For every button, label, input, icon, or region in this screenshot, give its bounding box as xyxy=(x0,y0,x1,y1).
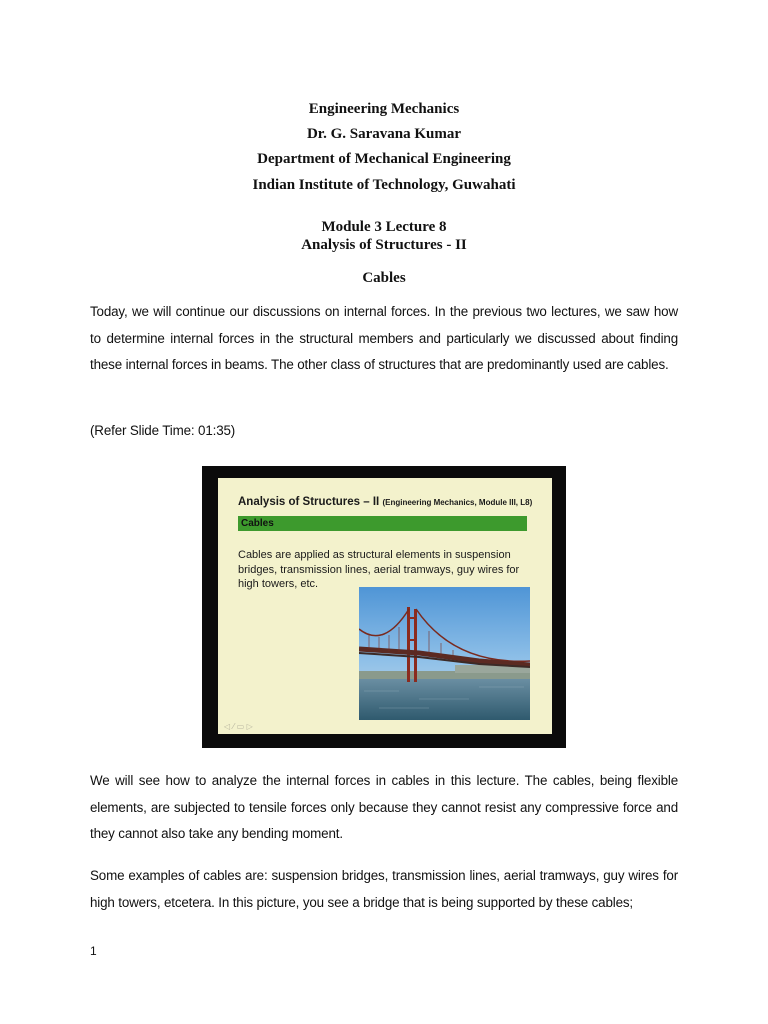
slide-section-bar: Cables xyxy=(238,516,527,531)
author-name: Dr. G. Saravana Kumar xyxy=(306,126,462,142)
slide-content xyxy=(218,478,552,734)
slide-screenshot xyxy=(202,466,566,748)
module-label: Module 3 Lecture 8 xyxy=(321,219,447,235)
lecture-title: Analysis of Structures - II xyxy=(301,237,467,253)
slide-title-main: Analysis of Structures – II xyxy=(238,496,380,508)
slide-title xyxy=(238,496,548,508)
slide-title-sub: (Engineering Mechanics, Module III, L8) xyxy=(382,498,533,507)
paragraph-cables-analysis: We will see how to analyze the internal forces in cables in this lecture. The cables, being flexible elements, are subjected to tensile forces only because they cannot resist any compressive force and they cannot also take any bending moment. xyxy=(90,773,678,841)
page-number: 1 xyxy=(90,944,97,958)
paragraph-cable-examples: Some examples of cables are: suspension bridges, transmission lines, aerial tramways, guy wires for high towers, etcetera. In this picture, you see a bridge that is being supported by these cables; xyxy=(90,868,678,910)
department-name: Department of Mechanical Engineering xyxy=(257,151,511,167)
slide-nav-icons: ◁ ⁄ ▭ ▷ xyxy=(224,722,253,731)
institute-name: Indian Institute of Technology, Guwahati xyxy=(252,177,516,193)
slide-body-text: Cables are applied as structural elements in suspension bridges, transmission lines, aerial tramways, guy wires for high towers, etc. xyxy=(238,549,520,590)
section-heading: Cables xyxy=(362,270,406,286)
course-title: Engineering Mechanics xyxy=(308,101,460,117)
slide-time-reference: (Refer Slide Time: 01:35) xyxy=(90,423,236,438)
paragraph-intro: Today, we will continue our discussions on internal forces. In the previous two lectures, we saw how to determine internal forces in the structural members and particularly we discussed about finding these internal forces in beams. The other class of structures that are predominantly used are cables. xyxy=(90,304,678,372)
bridge-photo xyxy=(359,587,530,720)
